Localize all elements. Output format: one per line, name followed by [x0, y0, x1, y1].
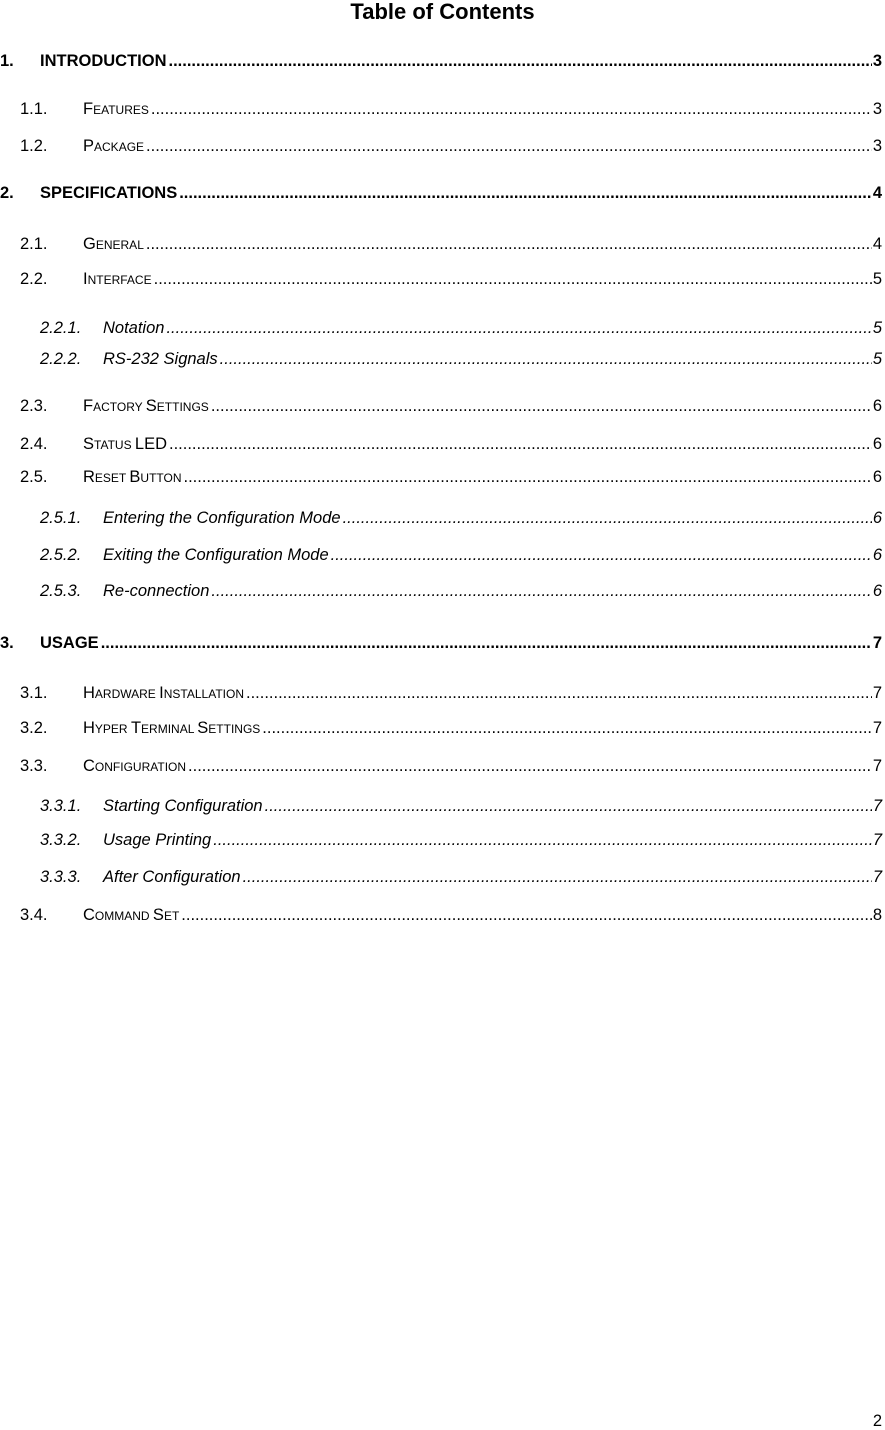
toc-dot-leader: [265, 799, 872, 813]
label-capital-part: B: [129, 468, 141, 486]
label-smallcaps-part: ACKAGE: [94, 140, 145, 154]
toc-entry[interactable]: [20, 396, 882, 416]
toc-entry-page: 7: [872, 719, 882, 737]
toc-entry-label: Usage Printing: [103, 831, 212, 849]
toc-entry-page: 7: [872, 757, 882, 775]
label-capital-part: I: [83, 270, 88, 288]
toc-dot-leader: [179, 186, 872, 200]
toc-entry[interactable]: [20, 718, 882, 738]
toc-entry[interactable]: [0, 51, 882, 71]
toc-entry-number: 1.2.: [20, 137, 48, 155]
label-capital-part: H: [83, 719, 95, 737]
toc-entry-label: INTRODUCTION: [40, 52, 167, 70]
toc-entry-label: [83, 719, 260, 738]
label-capital-part: G: [83, 235, 96, 253]
label-smallcaps-part: NSTALLATION: [163, 687, 244, 701]
toc-entry-page: 7: [872, 831, 882, 849]
toc-entry-number: 2.5.: [20, 468, 48, 486]
label-smallcaps-part: YPER: [94, 722, 131, 736]
toc-entry-page: 6: [872, 468, 882, 486]
toc-entry-label: [83, 906, 179, 925]
toc-dot-leader: [220, 352, 872, 366]
label-capital-part: C: [83, 906, 95, 924]
toc-entry-number: 2.5.3.: [40, 582, 82, 600]
toc-dot-leader: [188, 759, 872, 773]
label-smallcaps-part: ERMINAL: [141, 722, 198, 736]
toc-dot-leader: [211, 584, 871, 598]
label-smallcaps-part: EATURES: [93, 103, 149, 117]
label-capital-part: LED: [134, 435, 168, 453]
toc-entry-label: [83, 684, 244, 703]
toc-dot-leader: [181, 908, 872, 922]
toc-entry-number: 1.: [0, 52, 14, 70]
toc-entry-page: 7: [872, 634, 882, 652]
toc-entry-number: 1.1.: [20, 100, 48, 118]
toc-entry-number: 2.4.: [20, 435, 48, 453]
toc-dot-leader: [213, 833, 872, 847]
page-number: 2: [872, 1412, 882, 1430]
label-capital-part: H: [83, 684, 95, 702]
toc-entry[interactable]: [20, 467, 882, 487]
toc-entry-page: 3: [872, 137, 882, 155]
toc-dot-leader: [166, 321, 871, 335]
toc-dot-leader: [101, 636, 872, 650]
label-smallcaps-part: ACTORY: [93, 400, 146, 414]
toc-entry-number: 2.2.: [20, 270, 48, 288]
toc-entry-label: [83, 100, 149, 119]
toc-entry-page: 5: [872, 350, 882, 368]
toc-entry-label: [83, 235, 144, 254]
toc-entry-number: 2.3.: [20, 397, 48, 415]
toc-entry-label: Exiting the Configuration Mode: [103, 546, 329, 564]
toc-entry-label: Re-connection: [103, 582, 210, 600]
toc-entry[interactable]: [40, 508, 882, 528]
toc-entry-number: 2.2.1.: [40, 319, 82, 337]
toc-entry[interactable]: [0, 183, 882, 203]
toc-entry-page: 7: [872, 684, 882, 702]
label-capital-part: C: [83, 757, 95, 775]
label-smallcaps-part: ETTINGS: [156, 400, 209, 414]
toc-dot-leader: [184, 470, 872, 484]
label-capital-part: I: [159, 684, 164, 702]
toc-entry-number: 2.: [0, 184, 14, 202]
toc-entry[interactable]: [40, 796, 882, 816]
toc-entry-number: 3.3.3.: [40, 868, 82, 886]
toc-entry-page: 5: [872, 319, 882, 337]
toc-entry-label: [83, 435, 167, 454]
toc-entry-number: 3.3.1.: [40, 797, 82, 815]
toc-entry[interactable]: [20, 99, 882, 119]
toc-entry[interactable]: [40, 545, 882, 565]
toc-entry-page: 3: [872, 100, 882, 118]
toc-entry[interactable]: [40, 830, 882, 850]
toc-entry[interactable]: [20, 905, 882, 925]
toc-dot-leader: [331, 548, 872, 562]
label-capital-part: F: [83, 397, 94, 415]
toc-dot-leader: [169, 437, 872, 451]
toc-entry-label: USAGE: [40, 634, 99, 652]
toc-entry-page: 5: [872, 270, 882, 288]
toc-entry[interactable]: [20, 234, 882, 254]
label-capital-part: S: [197, 719, 209, 737]
toc-entry[interactable]: [40, 318, 882, 338]
toc-entry-page: 6: [872, 397, 882, 415]
toc-entry-number: 3.1.: [20, 684, 48, 702]
label-capital-part: R: [83, 468, 95, 486]
label-smallcaps-part: ONFIGURATION: [94, 760, 187, 774]
toc-dot-leader: [169, 54, 872, 68]
toc-entry-number: 3.4.: [20, 906, 48, 924]
label-capital-part: S: [145, 397, 157, 415]
toc-dot-leader: [154, 272, 872, 286]
toc-entry-number: 2.1.: [20, 235, 48, 253]
toc-entry-number: 2.5.1.: [40, 509, 82, 527]
toc-entry-label: Entering the Configuration Mode: [103, 509, 341, 527]
label-capital-part: F: [83, 100, 94, 118]
label-capital-part: T: [130, 719, 142, 737]
toc-entry-page: 4: [872, 184, 882, 202]
label-smallcaps-part: NTERFACE: [87, 273, 152, 287]
label-smallcaps-part: ESET: [94, 471, 130, 485]
toc-entry-number: 3.2.: [20, 719, 48, 737]
toc-dot-leader: [146, 139, 872, 153]
label-smallcaps-part: ENERAL: [95, 238, 144, 252]
toc-dot-leader: [243, 870, 872, 884]
toc-dot-leader: [151, 102, 872, 116]
toc-dot-leader: [146, 237, 872, 251]
label-smallcaps-part: ET: [163, 909, 180, 923]
toc-entry-page: 6: [872, 509, 882, 527]
label-smallcaps-part: ETTINGS: [208, 722, 261, 736]
toc-dot-leader: [211, 399, 872, 413]
toc-entry-label: [83, 468, 182, 487]
toc-entry[interactable]: [40, 867, 882, 887]
toc-entry-number: 2.5.2.: [40, 546, 82, 564]
toc-entry-label: Starting Configuration: [103, 797, 263, 815]
label-capital-part: S: [152, 906, 164, 924]
label-smallcaps-part: UTTON: [140, 471, 182, 485]
toc-title: Table of Contents: [350, 0, 535, 24]
label-capital-part: P: [83, 137, 95, 155]
toc-dot-leader: [246, 686, 872, 700]
toc-entry-page: 3: [872, 52, 882, 70]
toc-entry-page: 6: [872, 582, 882, 600]
toc-entry-page: 6: [872, 435, 882, 453]
toc-entry-label: [83, 270, 152, 289]
toc-entry[interactable]: [20, 269, 882, 289]
toc-entry[interactable]: [0, 633, 882, 653]
toc-entry[interactable]: [20, 756, 882, 776]
toc-entry-number: 2.2.2.: [40, 350, 82, 368]
label-smallcaps-part: ARDWARE: [94, 687, 160, 701]
toc-entry-label: RS-232 Signals: [103, 350, 218, 368]
toc-entry[interactable]: [20, 136, 882, 156]
toc-dot-leader: [262, 721, 872, 735]
toc-dot-leader: [343, 511, 872, 525]
toc-entry-label: [83, 137, 144, 156]
toc-entry-number: 3.3.2.: [40, 831, 82, 849]
toc-entry-label: SPECIFICATIONS: [40, 184, 178, 202]
toc-entry-page: 7: [872, 797, 882, 815]
toc-entry-page: 8: [872, 906, 882, 924]
label-capital-part: S: [83, 435, 95, 453]
toc-entry[interactable]: [40, 349, 882, 369]
toc-entry-number: 3.3.: [20, 757, 48, 775]
toc-entry-label: After Configuration: [103, 868, 241, 886]
toc-entry[interactable]: [40, 581, 882, 601]
toc-entry-label: [83, 757, 186, 776]
toc-entry-number: 3.: [0, 634, 14, 652]
toc-entry-page: 7: [872, 868, 882, 886]
toc-entry-page: 4: [872, 235, 882, 253]
toc-entry-page: 6: [872, 546, 882, 564]
label-smallcaps-part: TATUS: [94, 438, 135, 452]
toc-entry[interactable]: [20, 434, 882, 454]
toc-entry-label: [83, 397, 209, 416]
toc-entry[interactable]: [20, 683, 882, 703]
toc-entry-label: Notation: [103, 319, 165, 337]
label-smallcaps-part: OMMAND: [94, 909, 153, 923]
